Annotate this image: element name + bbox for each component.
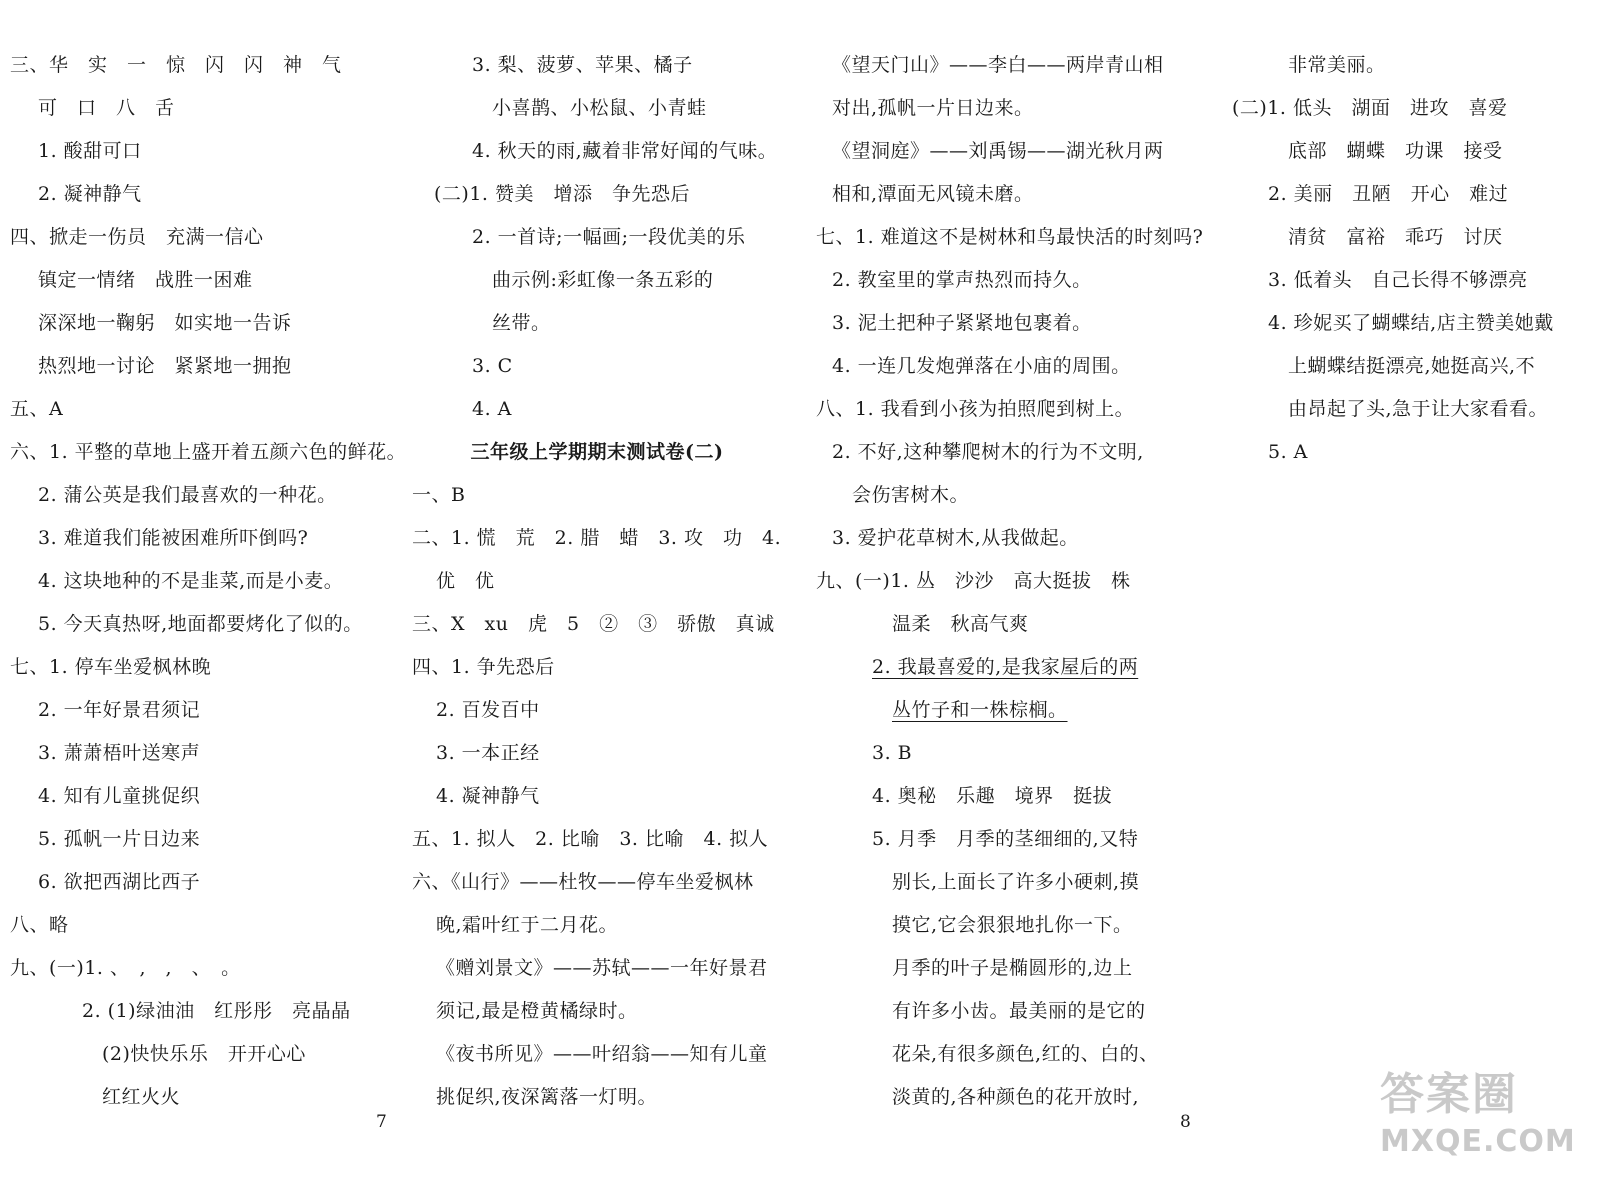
answer-line: [10, 431, 407, 474]
answer-line: [816, 44, 1186, 87]
answer-line: [816, 474, 1186, 517]
answer-text: 《望洞庭》——刘禹锡——湖光秋月两: [832, 140, 1164, 162]
answer-line: [412, 560, 782, 603]
answer-line: [412, 474, 782, 517]
answer-line: [816, 947, 1186, 990]
answer-text: 3. 低着头 自己长得不够漂亮: [1268, 269, 1528, 291]
answer-line: [412, 646, 782, 689]
answer-text: 六、1. 平整的草地上盛开着五颜六色的鲜花。: [10, 441, 407, 463]
answer-line: [412, 1033, 782, 1076]
answer-text: 5. 月季 月季的茎细细的,又特: [872, 828, 1139, 850]
answer-line: [1232, 130, 1592, 173]
answer-text: 四、1. 争先恐后: [412, 656, 555, 678]
answer-text: 5. 今天真热呀,地面都要烤化了似的。: [38, 613, 363, 635]
answer-line: [10, 732, 380, 775]
answer-text: 《夜书所见》——叶绍翁——知有儿童: [436, 1043, 768, 1065]
answer-text: 七、1. 停车坐爱枫林晚: [10, 656, 212, 678]
answer-text: 2. 一年好景君须记: [38, 699, 201, 721]
answer-text: 2. 百发百中: [436, 699, 540, 721]
answer-line: [816, 259, 1186, 302]
answer-text: 三年级上学期期末测试卷(二): [470, 441, 724, 463]
answer-line: [1232, 259, 1592, 302]
answer-text: 对出,孤帆一片日边来。: [832, 97, 1034, 119]
answer-text: 由昂起了头,急于让大家看看。: [1288, 398, 1549, 420]
answer-text: 七、1. 难道这不是树林和鸟最快活的时刻吗?: [816, 226, 1204, 248]
answer-text: 4. 知有儿童挑促织: [38, 785, 201, 807]
answer-line: [10, 259, 380, 302]
answer-line: [412, 130, 782, 173]
answer-text: (二)1. 低头 湖面 进攻 喜爱: [1232, 97, 1508, 119]
answer-line: [816, 603, 1186, 646]
answer-text: 3. 梨、菠萝、苹果、橘子: [472, 54, 693, 76]
answer-text: 月季的叶子是椭圆形的,边上: [892, 957, 1133, 979]
answer-line: [10, 388, 380, 431]
answer-text: 4. 这块地种的不是韭菜,而是小麦。: [38, 570, 344, 592]
answer-text: 6. 欲把西湖比西子: [38, 871, 201, 893]
watermark-logo-text: 答案圈: [1380, 1069, 1518, 1120]
answer-text: 1. 酸甜可口: [38, 140, 142, 162]
answer-text: 3. B: [872, 742, 913, 764]
answer-line: [412, 388, 782, 431]
answer-text: 清贫 富裕 乖巧 讨厌: [1288, 226, 1503, 248]
answer-text: 非常美丽。: [1288, 54, 1386, 76]
answer-line: [816, 646, 1186, 689]
answer-text: 一、B: [412, 484, 466, 506]
answer-line: [10, 818, 380, 861]
answer-text: 会伤害树木。: [852, 484, 970, 506]
answer-line: [816, 775, 1186, 818]
answer-text: 三、X xu 虎 5 ② ③ 骄傲 真诚: [412, 613, 775, 635]
answer-line: [10, 1076, 380, 1119]
answer-text: 4. 奥秘 乐趣 境界 挺拔: [872, 785, 1113, 807]
answer-line: [412, 87, 782, 130]
answer-text: 红红火火: [102, 1086, 181, 1108]
answer-line: [10, 173, 380, 216]
answer-line: [10, 775, 380, 818]
answer-line: [412, 259, 782, 302]
answer-text: 三、华 实 一 惊 闪 闪 神 气: [10, 54, 342, 76]
answer-text: 热烈地一讨论 紧紧地一拥抱: [38, 355, 292, 377]
answer-line: [816, 517, 1186, 560]
answer-line: [10, 990, 380, 1033]
answer-text: 底部 蝴蝶 功课 接受: [1288, 140, 1503, 162]
answer-text: 温柔 秋高气爽: [892, 613, 1029, 635]
answer-text: 挑促织,夜深篱落一灯明。: [436, 1086, 658, 1108]
answer-text: 别长,上面长了许多小硬刺,摸: [892, 871, 1140, 893]
answer-text: 五、1. 拟人 2. 比喻 3. 比喻 4. 拟人: [412, 828, 769, 850]
answer-line: [816, 990, 1186, 1033]
answer-text: 四、掀走一伤员 充满一信心: [10, 226, 264, 248]
answer-line: [10, 646, 380, 689]
answer-line: [10, 474, 380, 517]
answer-text: 3. 爱护花草树木,从我做起。: [832, 527, 1079, 549]
answer-text: 曲示例:彩虹像一条五彩的: [492, 269, 714, 291]
answer-line: [1232, 87, 1592, 130]
answer-line: [816, 1076, 1186, 1119]
answer-line: [816, 560, 1186, 603]
answer-line: [10, 130, 380, 173]
answer-text: 上蝴蝶结挺漂亮,她挺高兴,不: [1288, 355, 1536, 377]
answer-line: [10, 904, 380, 947]
answer-line: [816, 732, 1186, 775]
answer-line: [10, 517, 380, 560]
answer-line: [1232, 345, 1592, 388]
answer-text: 2. (1)绿油油 红彤彤 亮晶晶: [82, 1000, 351, 1022]
answer-text: 4. 秋天的雨,藏着非常好闻的气味。: [472, 140, 778, 162]
answer-text: 5. A: [1268, 441, 1308, 463]
answer-text: 2. 教室里的掌声热烈而持久。: [832, 269, 1092, 291]
answer-text: 《望天门山》——李白——两岸青山相: [832, 54, 1164, 76]
section-heading: [412, 431, 782, 474]
answer-text: 4. A: [472, 398, 512, 420]
watermark-url: MXQE.COM: [1380, 1124, 1576, 1159]
answer-line: [816, 1033, 1186, 1076]
answer-text: 2. 凝神静气: [38, 183, 142, 205]
answer-line: [412, 44, 782, 87]
answer-line: [10, 87, 380, 130]
answer-line: [1232, 431, 1592, 474]
answer-text: 九、(一)1. 丛 沙沙 高大挺拔 株: [816, 570, 1131, 592]
answer-line: [412, 818, 782, 861]
answer-text: 3. 难道我们能被困难所吓倒吗?: [38, 527, 309, 549]
answer-column-1: [10, 44, 407, 1119]
answer-text: 摸它,它会狠狠地扎你一下。: [892, 914, 1133, 936]
answer-text: 九、(一)1. 、 , , 、 。: [10, 957, 241, 979]
answer-text: (2)快快乐乐 开开心心: [102, 1043, 306, 1065]
answer-line: [10, 861, 380, 904]
answer-line: [10, 689, 380, 732]
answer-text: 六、《山行》——杜牧——停车坐爱枫林: [412, 871, 754, 893]
answer-line: [816, 87, 1186, 130]
answer-text: 4. 珍妮买了蝴蝶结,店主赞美她戴: [1268, 312, 1554, 334]
answer-line: [1232, 173, 1592, 216]
answer-text: 五、A: [10, 398, 64, 420]
answer-text: 2. 蒲公英是我们最喜欢的一种花。: [38, 484, 337, 506]
answer-text: 4. 凝神静气: [436, 785, 540, 807]
answer-line: [1232, 302, 1592, 345]
answer-text: 八、1. 我看到小孩为拍照爬到树上。: [816, 398, 1135, 420]
answer-line: [412, 603, 782, 646]
answer-line: [816, 861, 1186, 904]
answer-text: 2. 不好,这种攀爬树木的行为不文明,: [832, 441, 1144, 463]
answer-text: 丛竹子和一株棕榈。: [892, 699, 1068, 721]
answer-column-4: [1232, 44, 1592, 474]
answer-line: [816, 689, 1186, 732]
answer-line: [412, 1076, 782, 1119]
answer-line: [816, 431, 1186, 474]
answer-line: [10, 560, 380, 603]
answer-line: [816, 130, 1186, 173]
answer-line: [412, 689, 782, 732]
answer-text: 八、略: [10, 914, 69, 936]
answer-text: 3. C: [472, 355, 513, 377]
answer-text: 晚,霜叶红于二月花。: [436, 914, 619, 936]
answer-line: [10, 947, 380, 990]
answer-column-3: [816, 44, 1204, 1119]
answer-text: 4. 一连几发炮弹落在小庙的周围。: [832, 355, 1131, 377]
answer-text: (二)1. 赞美 增添 争先恐后: [434, 183, 690, 205]
answer-line: [412, 173, 782, 216]
answer-line: [412, 732, 782, 775]
answer-column-2: [412, 44, 782, 1119]
answer-line: [10, 44, 380, 87]
answer-line: [10, 603, 380, 646]
answer-line: [412, 302, 782, 345]
answer-text: 2. 美丽 丑陋 开心 难过: [1268, 183, 1509, 205]
answer-text: 2. 一首诗;一幅画;一段优美的乐: [472, 226, 746, 248]
answer-text: 淡黄的,各种颜色的花开放时,: [892, 1086, 1140, 1108]
answer-line: [10, 1033, 380, 1076]
answer-text: 3. 泥土把种子紧紧地包裹着。: [832, 312, 1092, 334]
answer-line: [412, 861, 782, 904]
answer-text: 二、1. 慌 荒 2. 腊 蜡 3. 攻 功 4.: [412, 527, 782, 549]
answer-line: [412, 345, 782, 388]
answer-text: 有许多小齿。最美丽的是它的: [892, 1000, 1146, 1022]
answer-line: [412, 990, 782, 1033]
answer-line: [412, 517, 782, 560]
answer-text: 3. 萧萧梧叶送寒声: [38, 742, 201, 764]
answer-line: [1232, 388, 1592, 431]
answer-text: 3. 一本正经: [436, 742, 540, 764]
answer-text: 可 口 八 舌: [38, 97, 175, 119]
page-number-left: 7: [376, 1112, 387, 1132]
answer-text: 5. 孤帆一片日边来: [38, 828, 201, 850]
answer-line: [816, 216, 1204, 259]
answer-text: 小喜鹊、小松鼠、小青蛙: [492, 97, 707, 119]
answer-line: [412, 904, 782, 947]
answer-text: 相和,潭面无风镜未磨。: [832, 183, 1034, 205]
answer-line: [1232, 44, 1592, 87]
answer-text: 深深地一鞠躬 如实地一告诉: [38, 312, 292, 334]
answer-text: 丝带。: [492, 312, 551, 334]
answer-text: 《赠刘景文》——苏轼——一年好景君: [436, 957, 768, 979]
answer-text: 2. 我最喜爱的,是我家屋后的两: [872, 656, 1139, 678]
answer-line: [816, 904, 1186, 947]
answer-text: 镇定一情绪 战胜一困难: [38, 269, 253, 291]
answer-line: [412, 947, 782, 990]
watermark-logo: [1380, 1068, 1590, 1172]
answer-line: [816, 302, 1186, 345]
answer-line: [412, 216, 782, 259]
page-number-right: 8: [1180, 1112, 1191, 1132]
answer-text: 须记,最是橙黄橘绿时。: [436, 1000, 638, 1022]
answer-line: [1232, 216, 1592, 259]
answer-line: [10, 302, 380, 345]
answer-text: 优 优: [436, 570, 495, 592]
answer-line: [816, 173, 1186, 216]
answer-line: [816, 388, 1186, 431]
answer-text: 花朵,有很多颜色,红的、白的、: [892, 1043, 1159, 1065]
answer-line: [10, 216, 380, 259]
answer-line: [816, 818, 1186, 861]
answer-line: [412, 775, 782, 818]
answer-line: [10, 345, 380, 388]
answer-line: [816, 345, 1186, 388]
